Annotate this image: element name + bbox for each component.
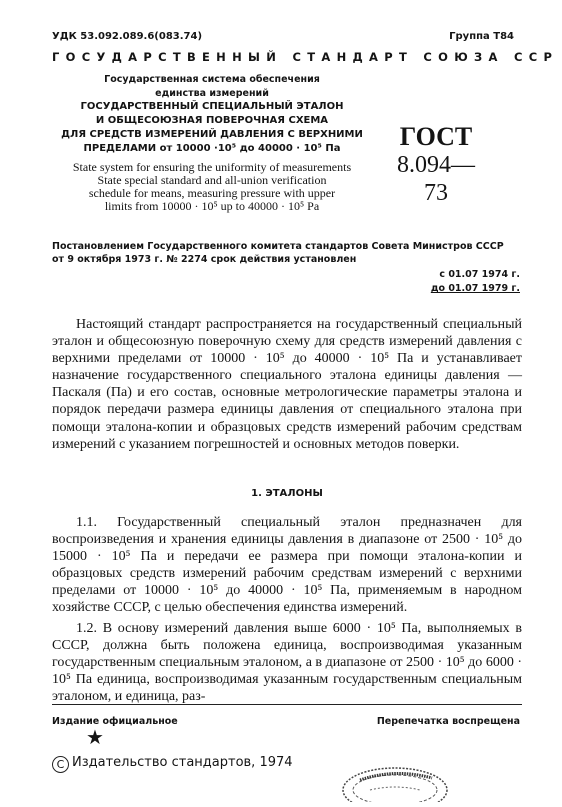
reprint-prohibited: Перепечатка воспрещена — [376, 716, 520, 727]
library-stamp-icon — [340, 760, 450, 807]
intro-text: Настоящий стандарт распространяется на государственный специальный эталон и общесоюзную поверочную схему для средств измерений давления с верхними пределами от 10000 · 10⁵ до 40000 · 10⁵ Па и устанавливает назначение государственного специального эталона единицы давления — Паскаля (Па) и его состав, основные метрологические параметры эталона и порядок передачи размера единицы давления от специального эталона при помощи эталона-копии и образцовых средств измерений рабочим средствам измерений с указанием погрешностей и основных методов поверки. — [52, 317, 522, 452]
stamp-graphic — [340, 760, 450, 802]
group-code: Группа Т84 — [449, 31, 514, 42]
gost-block — [386, 123, 486, 207]
footer-divider — [52, 704, 522, 705]
main-title-line-3: ДЛЯ СРЕДСТВ ИЗМЕРЕНИЙ ДАВЛЕНИЯ С ВЕРХНИМИ — [61, 129, 363, 140]
paragraph-1-2 — [52, 620, 522, 705]
decree-line-1: Постановлением Государственного комитета стандартов Совета Министров СССР — [52, 241, 504, 252]
main-title-line-2: И ОБЩЕСОЮЗНАЯ ПОВЕРОЧНАЯ СХЕМА — [95, 115, 329, 126]
paragraph-1-1-text: 1.1. Государственный специальный эталон предназначен для воспроизведения и хранения единицы давления в диапазоне от 2500 · 10⁵ до 15000 · 10⁵ Па и передачи ее размера при помощи эталона-копии и образцовых средств измерений рабочим средствам измерений с верхними пределами от 10000 · 10⁵ до 40000 · 10⁵ Па, применяемым в народном хозяйстве СССР, с целью обеспечения единства измерений. — [52, 515, 522, 616]
main-title-line-4: ПРЕДЕЛАМИ от 10000 ·10⁵ до 40000 · 10⁵ Па — [83, 143, 341, 154]
validity-dates — [431, 268, 520, 296]
paragraph-1-1 — [52, 514, 522, 617]
system-line-2: единства измерений — [155, 87, 269, 99]
paragraph-1-2-text: 1.2. В основу измерений давления выше 6000 · 10⁵ Па, выполняемых в СССР, должна быть положена единица, воспроизводимая указанным государственным специальным эталоном, а в диапазоне от 2500 · 10⁵ до 6000 · 10⁵ Па единица, воспроизводимая указанным государственным специальным эталоном, и единица, раз- — [52, 621, 522, 705]
standard-line: ГОСУДАРСТВЕННЫЙ СТАНДАРТ СОЮЗА ССР — [52, 50, 559, 64]
english-title-line-3: schedule for means, measuring pressure with upper — [88, 186, 336, 200]
decree — [52, 240, 522, 266]
star-icon: ★ — [86, 725, 104, 749]
copyright-text: Издательство стандартов, 1974 — [72, 755, 293, 770]
main-title-line-1: ГОСУДАРСТВЕННЫЙ СПЕЦИАЛЬНЫЙ ЭТАЛОН — [80, 101, 344, 112]
date-from: с 01.07 1974 г. — [439, 269, 520, 280]
gost-label: ГОСТ — [399, 122, 473, 151]
udk-code: УДК 53.092.089.6(083.74) — [52, 31, 203, 42]
title-block — [52, 73, 372, 156]
copyright-line — [52, 755, 293, 773]
english-title-line-4: limits from 10000 · 10⁵ up to 40000 · 10⁵ Pa — [104, 199, 320, 213]
date-to: до 01.07 1979 г. — [430, 283, 520, 294]
official-edition: Издание официальное — [52, 716, 178, 727]
intro-paragraph — [52, 316, 522, 453]
english-title-line-2: State special standard and all-union verification — [97, 173, 327, 187]
gost-number: 8.094—73 — [397, 152, 475, 206]
english-title — [52, 161, 372, 213]
english-title-line-1: State system for ensuring the uniformity of measurements — [72, 160, 352, 174]
copyright-icon: C — [52, 756, 69, 773]
section-heading: 1. ЭТАЛОНЫ — [251, 488, 323, 499]
system-line-1: Государственная система обеспечения — [104, 74, 320, 85]
decree-line-2: от 9 октября 1973 г. № 2274 срок действия установлен — [52, 254, 357, 265]
